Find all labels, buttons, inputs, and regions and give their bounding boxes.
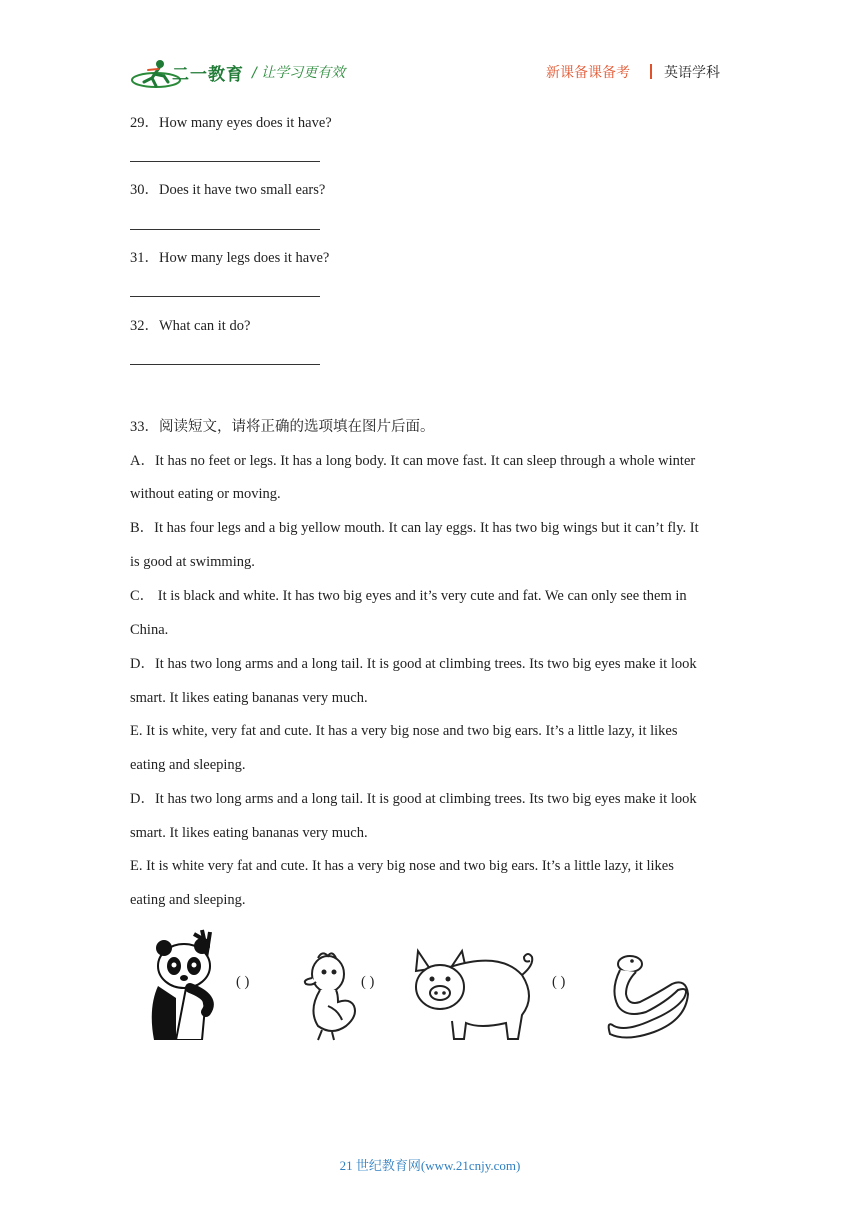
option-line: is good at swimming. [130, 554, 255, 570]
page-footer: 21 世纪教育网(www.21cnjy.com) [339, 1158, 521, 1173]
option-line: E. It is white very fat and cute. It has a very big nose and two big ears. It’s a little lazy, it likes [130, 858, 674, 874]
header-subject: 英语学科 [664, 65, 720, 81]
duck-icon [298, 950, 360, 1042]
header-slogan: / 让学习更有效 [252, 65, 346, 81]
pig-icon [410, 945, 544, 1041]
option-line: without eating or moving. [130, 486, 281, 502]
option-line: eating and sleeping. [130, 892, 246, 908]
option-line: smart. It likes eating bananas very much. [130, 690, 368, 706]
question-30: 30．Does it have two small ears? [130, 182, 326, 198]
answer-line-32[interactable] [130, 364, 320, 365]
answer-blank-duck[interactable]: ( ) [361, 974, 375, 990]
header-course: 新课备课备考 [546, 65, 630, 81]
answer-line-31[interactable] [130, 296, 320, 297]
page-header [0, 0, 860, 100]
answer-blank-panda[interactable]: ( ) [236, 974, 250, 990]
answer-blank-pig[interactable]: ( ) [552, 974, 566, 990]
answer-line-29[interactable] [130, 161, 320, 162]
option-line: A．It has no feet or legs. It has a long body. It can move fast. It can sleep through a whole winter [130, 453, 696, 469]
option-line: eating and sleeping. [130, 757, 246, 773]
question-29: 29．How many eyes does it have? [130, 115, 332, 131]
question-32: 32．What can it do? [130, 318, 251, 334]
option-line: D．It has two long arms and a long tail. It is good at climbing trees. Its two big eyes make it look [130, 656, 697, 672]
panda-icon [146, 928, 226, 1040]
option-line: C． It is black and white. It has two big eyes and it’s very cute and fat. We can only see them in [130, 588, 687, 604]
logo-text: 二一教育 [172, 65, 244, 85]
option-line: E. It is white, very fat and cute. It has a very big nose and two big ears. It’s a little lazy, it likes [130, 723, 678, 739]
option-line: smart. It likes eating bananas very much. [130, 825, 368, 841]
option-line: D．It has two long arms and a long tail. It is good at climbing trees. Its two big eyes make it look [130, 791, 697, 807]
answer-line-30[interactable] [130, 229, 320, 230]
snake-icon [606, 950, 690, 1040]
question-31: 31．How many legs does it have? [130, 250, 330, 266]
option-line: China. [130, 622, 169, 638]
header-divider [650, 64, 652, 79]
question-33-instruction: 33．阅读短文，请将正确的选项填在图片后面。 [130, 419, 435, 435]
option-line: B．It has four legs and a big yellow mouth. It can lay eggs. It has two big wings but it can’t fly. It [130, 520, 699, 536]
